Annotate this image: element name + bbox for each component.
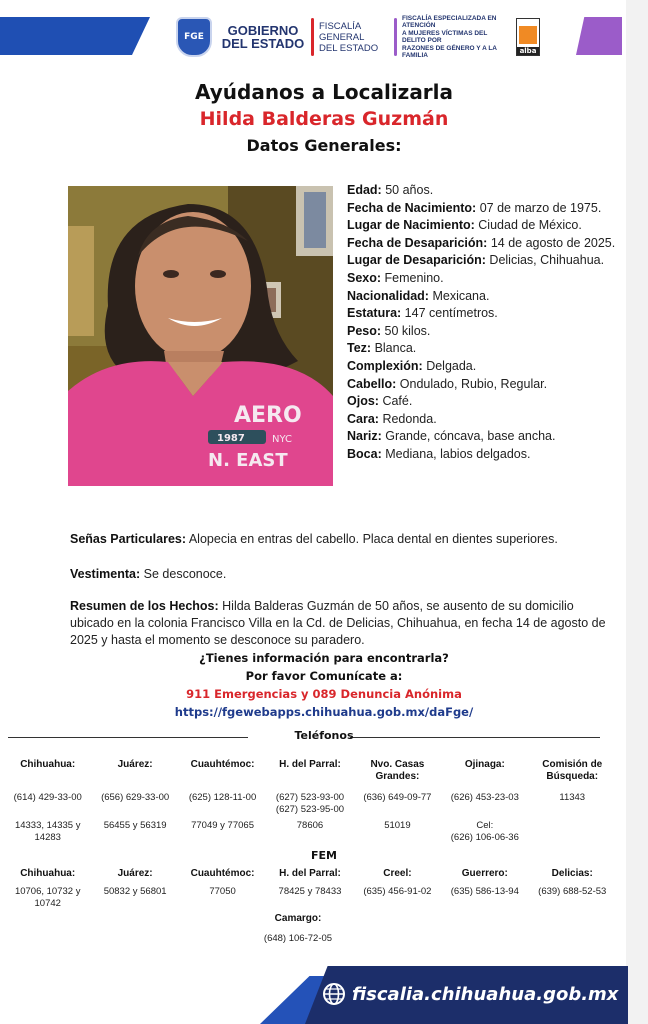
emergency-numbers: 911 Emergencias y 089 Denuncia Anónima [186, 687, 462, 701]
fiscalia-line-1: FISCALÍA GENERAL [319, 20, 365, 43]
incident-summary-value: Hilda Balderas Guzmán de 50 años, se ausento de su domicilio ubicado en la colonia Francisco Villa en la Cd. de Delicias, Chihuahua, en fecha 14 de agosto de 2025 y hasta el momento se desconoce su paradero. [70, 599, 606, 647]
data-row-value: Delgada. [426, 358, 477, 373]
data-row [347, 252, 617, 270]
fem-city-header: H. del Parral: [279, 868, 341, 879]
shirt-text-year: 1987 [217, 433, 245, 444]
fem-line-1: FISCALÍA ESPECIALIZADA EN ATENCIÓN [402, 14, 497, 29]
phones-row-2 [4, 820, 616, 843]
clothing-label: Vestimenta: [70, 567, 141, 581]
data-row-label: Estatura: [347, 306, 402, 321]
data-row [347, 358, 617, 376]
fem-city-header: Cuauhtémoc: [190, 868, 255, 879]
phones-city-header: Chihuahua: [20, 759, 76, 770]
data-row-value: 50 años. [385, 183, 434, 197]
phones-city-header: Ojinaga: [464, 759, 505, 770]
state-seal-icon [176, 17, 212, 57]
data-row-label: Cabello: [347, 376, 397, 391]
camargo-label: Camargo: [274, 913, 322, 924]
data-row [347, 200, 617, 218]
data-row-label: Edad: [347, 183, 382, 197]
data-row-label: Peso: [347, 323, 382, 338]
data-row-label: Complexión: [347, 358, 423, 373]
phones-title: Teléfonos [294, 729, 354, 742]
state-seal-text: FGE [184, 32, 204, 42]
data-row [347, 411, 617, 429]
photo-illustration [68, 186, 333, 486]
phones-extension-cell: 77049 y 77065 [191, 820, 254, 831]
data-row-label: Cara: [347, 411, 379, 426]
phones-number-cell: (625) 128-11-00 [188, 792, 257, 803]
clothing [70, 566, 618, 583]
logo-divider [394, 18, 397, 56]
shirt-text-nyc: NYC [272, 434, 293, 445]
missing-person-photo [68, 186, 333, 486]
data-row-value: Blanca. [374, 341, 417, 356]
data-row-value: Redonda. [382, 411, 437, 426]
fem-logo-text [402, 15, 510, 60]
phones-number-cell: (626) 453-23-03 [450, 792, 519, 803]
fem-header-row [4, 868, 616, 880]
phones-extension-cell: Cel: (626) 106-06-36 [450, 820, 519, 843]
fem-number-cell: 78425 y 78433 [278, 886, 342, 897]
footer [0, 966, 628, 1024]
footer-website-link[interactable] [322, 982, 618, 1006]
data-row [347, 376, 617, 394]
data-row-label: Boca: [347, 446, 382, 461]
shirt-text-east: N. EAST [208, 450, 288, 471]
phones-city-header: Cuauhtémoc: [190, 759, 255, 770]
phones-header-row [4, 759, 616, 783]
phones-extension-cell: 78606 [296, 820, 324, 831]
fem-heading: FEM [311, 849, 337, 862]
fem-number-cell: 10706, 10732 y 10742 [14, 886, 81, 909]
data-row-label: Lugar de Nacimiento: [347, 218, 475, 233]
gobierno-line-1: GOBIERNO [227, 23, 299, 38]
data-row-label: Fecha de Desaparición: [347, 235, 488, 250]
data-row-value: 147 centímetros. [404, 306, 498, 321]
fiscalia-line-2: DEL ESTADO [319, 42, 379, 54]
logo-divider [311, 18, 314, 56]
fiscalia-logo [319, 21, 389, 54]
fem-city-header: Delicias: [551, 868, 593, 879]
data-row-value: Delicias, Chihuahua. [489, 253, 605, 268]
fem-line-3: RAZONES DE GÉNERO Y A LA FAMILIA [402, 44, 497, 59]
general-data-list [347, 182, 617, 464]
alba-logo-icon [516, 18, 540, 56]
data-row [347, 446, 617, 464]
distinguishing-marks-value: Alopecia en entras del cabello. Placa dental en dientes superiores. [188, 532, 558, 546]
phones-heading [0, 729, 648, 745]
gobierno-logo [220, 24, 306, 50]
fem-number-cell: 77050 [209, 886, 236, 897]
phones-extension-cell: 14333, 14335 y 14283 [14, 820, 81, 843]
data-row [347, 428, 617, 446]
data-row-value: Mexicana. [432, 288, 490, 303]
data-row [347, 182, 617, 200]
data-row [347, 323, 617, 341]
incident-summary [70, 598, 618, 649]
fem-city-header: Chihuahua: [20, 868, 76, 879]
data-row-value: Grande, cóncava, base ancha. [385, 429, 556, 444]
fem-city-header: Guerrero: [461, 868, 508, 879]
fem-number-cell: (635) 456-91-02 [363, 886, 432, 897]
contact-prompt: Por favor Comunícate a: [245, 669, 403, 683]
fem-city-header: Juárez: [117, 868, 153, 879]
data-row-value: Mediana, labios delgados. [385, 446, 531, 461]
data-row [347, 305, 617, 323]
gobierno-line-2: DEL ESTADO [221, 36, 305, 51]
header-logos [176, 14, 556, 60]
fem-number-cell: (639) 688-52-53 [538, 886, 607, 897]
data-row-label: Nariz: [347, 429, 382, 444]
fem-line-2: A MUJERES VÍCTIMAS DEL DELITO POR [402, 29, 488, 44]
phones-number-cell: 11343 [559, 792, 586, 803]
data-row-label: Tez: [347, 341, 372, 356]
section-heading: Datos Generales: [246, 136, 402, 155]
data-row-label: Sexo: [347, 270, 382, 285]
phones-number-cell: (614) 429-33-00 [13, 792, 82, 803]
data-row-label: Fecha de Nacimiento: [347, 200, 477, 215]
phones-extension-cell [529, 820, 616, 843]
missing-person-name: Hilda Balderas Guzmán [199, 108, 449, 130]
phones-number-cell: (636) 649-09-77 [363, 792, 432, 803]
fem-number-cell: (635) 586-13-94 [450, 886, 519, 897]
data-row [347, 270, 617, 288]
data-row [347, 393, 617, 411]
header-purple-band [576, 17, 622, 55]
alba-label: alba [517, 47, 539, 55]
phones-extension-cell: 56455 y 56319 [103, 820, 167, 831]
data-row [347, 340, 617, 358]
data-row-label: Lugar de Desaparición: [347, 253, 486, 268]
fem-row-1 [4, 886, 616, 909]
clothing-value: Se desconoce. [143, 567, 227, 581]
data-row-value: 50 kilos. [384, 323, 431, 338]
data-row-label: Nacionalidad: [347, 288, 429, 303]
phones-city-header: Nvo. Casas Grandes: [370, 759, 425, 782]
info-question: ¿Tienes información para encontrarla? [199, 651, 449, 665]
phones-city-header: H. del Parral: [279, 759, 341, 770]
report-url-link[interactable]: https://fgewebapps.chihuahua.gob.mx/daFge/ [174, 705, 474, 719]
data-row [347, 235, 617, 253]
fem-number-cell: 50832 y 56801 [103, 886, 167, 897]
shirt-text-aero: AERO [234, 403, 302, 428]
distinguishing-marks-label: Señas Particulares: [70, 532, 187, 546]
data-row-value: 14 de agosto de 2025. [490, 235, 616, 250]
phones-row-1 [4, 792, 616, 815]
data-row-value: Ondulado, Rubio, Regular. [399, 376, 548, 391]
fem-city-header: Creel: [383, 868, 412, 879]
alba-mark [519, 26, 537, 44]
phones-number-cell: (627) 523-93-00 (627) 523-95-00 [275, 792, 345, 815]
phones-city-header: Comisión de Búsqueda: [542, 759, 603, 782]
phones-extension-cell: 51019 [384, 820, 411, 831]
data-row-value: Ciudad de México. [478, 218, 582, 233]
footer-website-text: fiscalia.chihuahua.gob.mx [352, 983, 619, 1005]
globe-icon [322, 982, 346, 1006]
data-row-value: Femenino. [384, 270, 444, 285]
camargo-phone: (648) 106-72-05 [263, 933, 333, 944]
data-row-value: 07 de marzo de 1975. [479, 200, 602, 215]
phones-number-cell: (656) 629-33-00 [101, 792, 170, 803]
page-title: Ayúdanos a Localizarla [194, 80, 454, 104]
data-row-value: Café. [382, 394, 413, 409]
header-blue-band [0, 17, 150, 55]
phones-city-header: Juárez: [117, 759, 153, 770]
data-row-label: Ojos: [347, 394, 379, 409]
incident-summary-label: Resumen de los Hechos: [70, 599, 219, 613]
distinguishing-marks [70, 531, 618, 548]
data-row [347, 288, 617, 306]
data-row [347, 217, 617, 235]
